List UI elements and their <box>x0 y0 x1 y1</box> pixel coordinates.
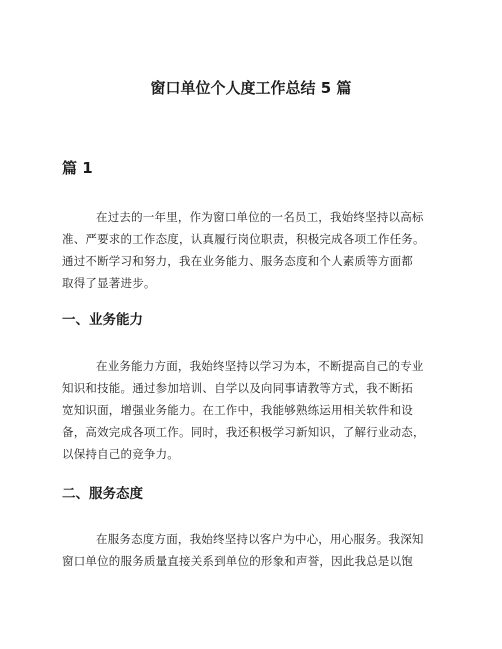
paragraph-line: 取得了显著进步。 <box>62 276 156 290</box>
paragraph-line: 在过去的一年里，作为窗口单位的一名员工，我始终坚持以高标 <box>96 210 424 224</box>
paragraph-line: 准、严要求的工作态度，认真履行岗位职责，积极完成各项工作任务。 <box>62 232 425 246</box>
paragraph-line: 在业务能力方面，我始终坚持以学习为本，不断提高自己的专业 <box>96 359 424 373</box>
paragraph-line: 宽知识面，增强业务能力。在工作中，我能够熟练运用相关软件和设 <box>62 403 413 417</box>
paragraph-line: 备，高效完成各项工作。同时，我还积极学习新知识，了解行业动态， <box>62 425 425 439</box>
subheading-business-ability: 一、业务能力 <box>62 312 143 328</box>
document-title: 窗口单位个人度工作总结 5 篇 <box>150 79 352 97</box>
subheading-service-attitude: 二、服务态度 <box>62 486 143 502</box>
paragraph-line: 在服务态度方面，我始终坚持以客户为中心，用心服务。我深知 <box>96 532 424 546</box>
section-heading: 篇 1 <box>62 159 93 177</box>
intro-paragraph <box>62 206 442 294</box>
paragraph-line: 以保持自己的竞争力。 <box>62 447 179 461</box>
paragraph-line: 通过不断学习和努力，我在业务能力、服务态度和个人素质等方面都 <box>62 254 413 268</box>
paragraph-line: 知识和技能。通过参加培训、自学以及向同事请教等方式，我不断拓 <box>62 381 413 395</box>
business-ability-paragraph <box>62 355 442 465</box>
service-attitude-paragraph <box>62 528 442 572</box>
paragraph-line: 窗口单位的服务质量直接关系到单位的形象和声誉，因此我总是以饱 <box>62 554 413 568</box>
